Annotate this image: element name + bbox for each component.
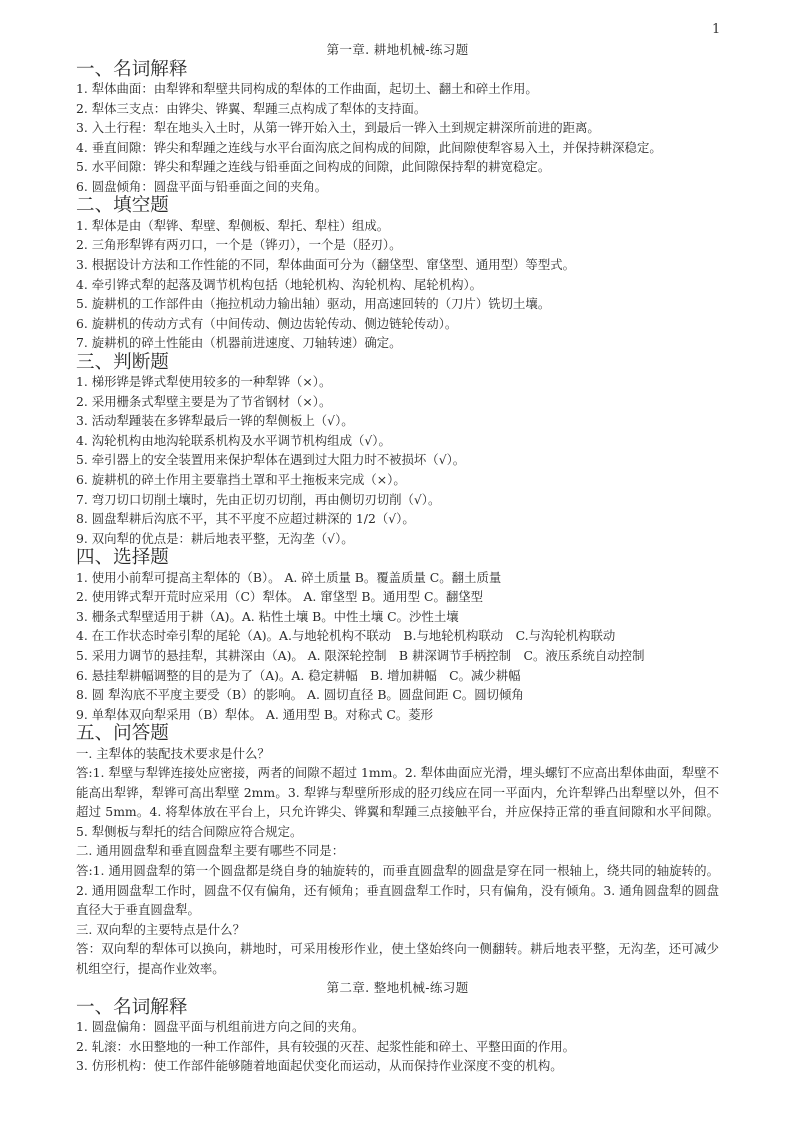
definition-item: 1. 犁体曲面：由犁铧和犁壁共同构成的犁体的工作曲面，起切土、翻土和碎土作用。 xyxy=(76,81,538,97)
document-body xyxy=(76,40,719,1076)
definition-item: 3. 入土行程：犁在地头入土时，从第一铧开始入土，到最后一铧入土到规定耕深所前进的距离。 xyxy=(76,120,600,136)
chapter-1-title: 第一章. 耕地机械-练习题 xyxy=(326,42,469,57)
choice-item: 1. 使用小前犁可提高主犁体的（B）。 A. 碎土质量 B。覆盖质量 C。翻土质量 xyxy=(76,569,502,585)
fill-blank-item: 1. 犁体是由（犁铧、犁壁、犁侧板、犁托、犁柱）组成。 xyxy=(76,217,390,233)
definition-item: 2. 犁体三支点：由铧尖、铧翼、犁踵三点构成了犁体的支持面。 xyxy=(76,100,427,116)
fill-blank-item: 7. 旋耕机的碎土性能由（机器前进速度、刀轴转速）确定。 xyxy=(76,335,402,351)
true-false-item: 2. 采用栅条式犁壁主要是为了节省钢材（×）。 xyxy=(76,393,332,409)
true-false-item: 6. 旋耕机的碎土作用主要靠挡土罩和平土拖板来完成（×）。 xyxy=(76,472,406,488)
fill-blank-item: 6. 旋耕机的传动方式有（中间传动、侧边齿轮传动、侧边链轮传动）。 xyxy=(76,315,458,331)
true-false-item: 3. 活动犁踵装在多铧犁最后一铧的犁侧板上（√）。 xyxy=(76,413,354,429)
page-number: 1 xyxy=(712,22,721,37)
qa-question: 一. 主犁体的装配技术要求是什么？ xyxy=(76,745,270,761)
true-false-item: 1. 梯形铧是铧式犁使用较多的一种犁铧（×）。 xyxy=(76,374,332,390)
definition-item: 2. 轧滚：水田整地的一种工作部件，具有较强的灭茬、起浆性能和碎土、平整田面的作用。 xyxy=(76,1038,575,1054)
definition-item: 5. 水平间隙：铧尖和犁踵之连线与铅垂面之间构成的间隙，此间隙保持犁的耕宽稳定。 xyxy=(76,159,551,175)
qa-answer: 答：双向犁的犁体可以换向，耕地时，可采用梭形作业，使土垡始终向一侧翻转。耕后地表平整，无沟垄，还可减少机组空行，提高作业效率。 xyxy=(76,941,719,976)
choice-item: 5. 采用力调节的悬挂犁，其耕深由（A)。 A. 限深轮控制 B 耕深调节手柄控制 C。液压系统自动控制 xyxy=(76,647,645,663)
ch1-section-true-false-heading: 三、判断题 xyxy=(76,351,169,373)
ch1-section-definitions-heading: 一、名词解释 xyxy=(76,58,188,80)
choice-item: 6. 悬挂犁耕幅调整的目的是为了（A)。A. 稳定耕幅 B. 增加耕幅 C。减少耕幅 xyxy=(76,667,521,683)
choice-item: 8. 圆 犁沟底不平度主要受（B）的影响。 A. 圆切直径 B。圆盘间距 C。圆切倾角 xyxy=(76,687,524,703)
definition-item: 1. 圆盘偏角：圆盘平面与机组前进方向之间的夹角。 xyxy=(76,1019,365,1035)
qa-answer: 答:1. 犁壁与犁铧连接处应密接，两者的间隙不超过 1mm。2. 犁体曲面应光滑，埋头螺钉不应高出犁体曲面，犁壁不能高出犁铧，犁铧可高出犁壁 2mm。3. 犁铧与犁壁所形成的胫刃线应在同一平面内，允许犁铧凸出犁壁以外，但不超过 5mm。4. 将犁体放在平台上，只允许铧尖、铧翼和犁踵三点接触平台，并应保持正常的垂直间隙和水平间隙。5. 犁侧板与犁托的结合间隙应符合规定。 xyxy=(76,765,719,839)
qa-question: 三. 双向犁的主要特点是什么？ xyxy=(76,921,245,937)
chapter-2-title: 第二章. 整地机械-练习题 xyxy=(326,980,469,996)
ch2-section-definitions-heading: 一、名词解释 xyxy=(76,996,188,1018)
qa-answer: 答:1. 通用圆盘犁的第一个圆盘都是绕自身的轴旋转的，而垂直圆盘犁的圆盘是穿在同一根轴上，绕共同的轴旋转的。2. 通用圆盘犁工作时，圆盘不仅有偏角，还有倾角；垂直圆盘犁工作时，只有偏角，没有倾角。3. 通角圆盘犁的圆盘直径大于垂直圆盘犁。 xyxy=(76,862,719,918)
ch1-section-multiple-choice-heading: 四、选择题 xyxy=(76,547,169,569)
true-false-item: 4. 沟轮机构由地沟轮联系机构及水平调节机构组成（√）。 xyxy=(76,432,391,448)
qa-question: 二. 通用圆盘犁和垂直圆盘犁主要有哪些不同是： xyxy=(76,843,345,859)
choice-item: 4. 在工作状态时牵引犁的尾轮（A)。A.与地轮机构不联动 B.与地轮机构联动 C.与沟轮机构联动 xyxy=(76,628,616,644)
choice-item: 3. 栅条式犁壁适用于耕（A)。A. 粘性土壤 B。中性土壤 C。沙性土壤 xyxy=(76,608,459,624)
true-false-item: 5. 牵引器上的安全装置用来保护犁体在遇到过大阻力时不被损坏（√）。 xyxy=(76,452,466,468)
true-false-item: 9. 双向犁的优点是：耕后地表平整，无沟垄（√）。 xyxy=(76,530,354,546)
true-false-item: 7. 弯刀切口切削土壤时，先由正切刃切削，再由侧切刃切削（√）。 xyxy=(76,491,441,507)
true-false-item: 8. 圆盘犁耕后沟底不平，其不平度不应超过耕深的 1/2（√）。 xyxy=(76,511,415,527)
definition-item: 6. 圆盘倾角：圆盘平面与铅垂面之间的夹角。 xyxy=(76,178,328,194)
ch1-section-fill-blank-heading: 二、填空题 xyxy=(76,195,169,217)
definition-item: 4. 垂直间隙：铧尖和犁踵之连线与水平台面沟底之间构成的间隙，此间隙使犁容易入土，并保持耕深稳定。 xyxy=(76,139,662,155)
fill-blank-item: 4. 牵引铧式犁的起落及调节机构包括（地轮机构、沟轮机构、尾轮机构）。 xyxy=(76,276,483,292)
definition-item: 3. 仿形机构：使工作部件能够随着地面起伏变化而运动，从而保持作业深度不变的机构。 xyxy=(76,1058,563,1074)
ch1-section-qa-heading: 五、问答题 xyxy=(76,723,169,745)
choice-item: 9. 单犁体双向犁采用（B）犁体。 A. 通用型 B。对称式 C。菱形 xyxy=(76,706,434,722)
fill-blank-item: 3. 根据设计方法和工作性能的不同，犁体曲面可分为（翻垡型、窜垡型、通用型）等型式。 xyxy=(76,257,575,273)
fill-blank-item: 5. 旋耕机的工作部件由（拖拉机动力输出轴）驱动，用高速回转的（刀片）铣切土壤。 xyxy=(76,296,551,312)
choice-item: 2. 使用铧式犁开荒时应采用（C）犁体。 A. 窜垡型 B。通用型 C。翻垡型 xyxy=(76,589,484,605)
fill-blank-item: 2. 三角形犁铧有两刃口，一个是（铧刃），一个是（胫刃）。 xyxy=(76,237,402,253)
